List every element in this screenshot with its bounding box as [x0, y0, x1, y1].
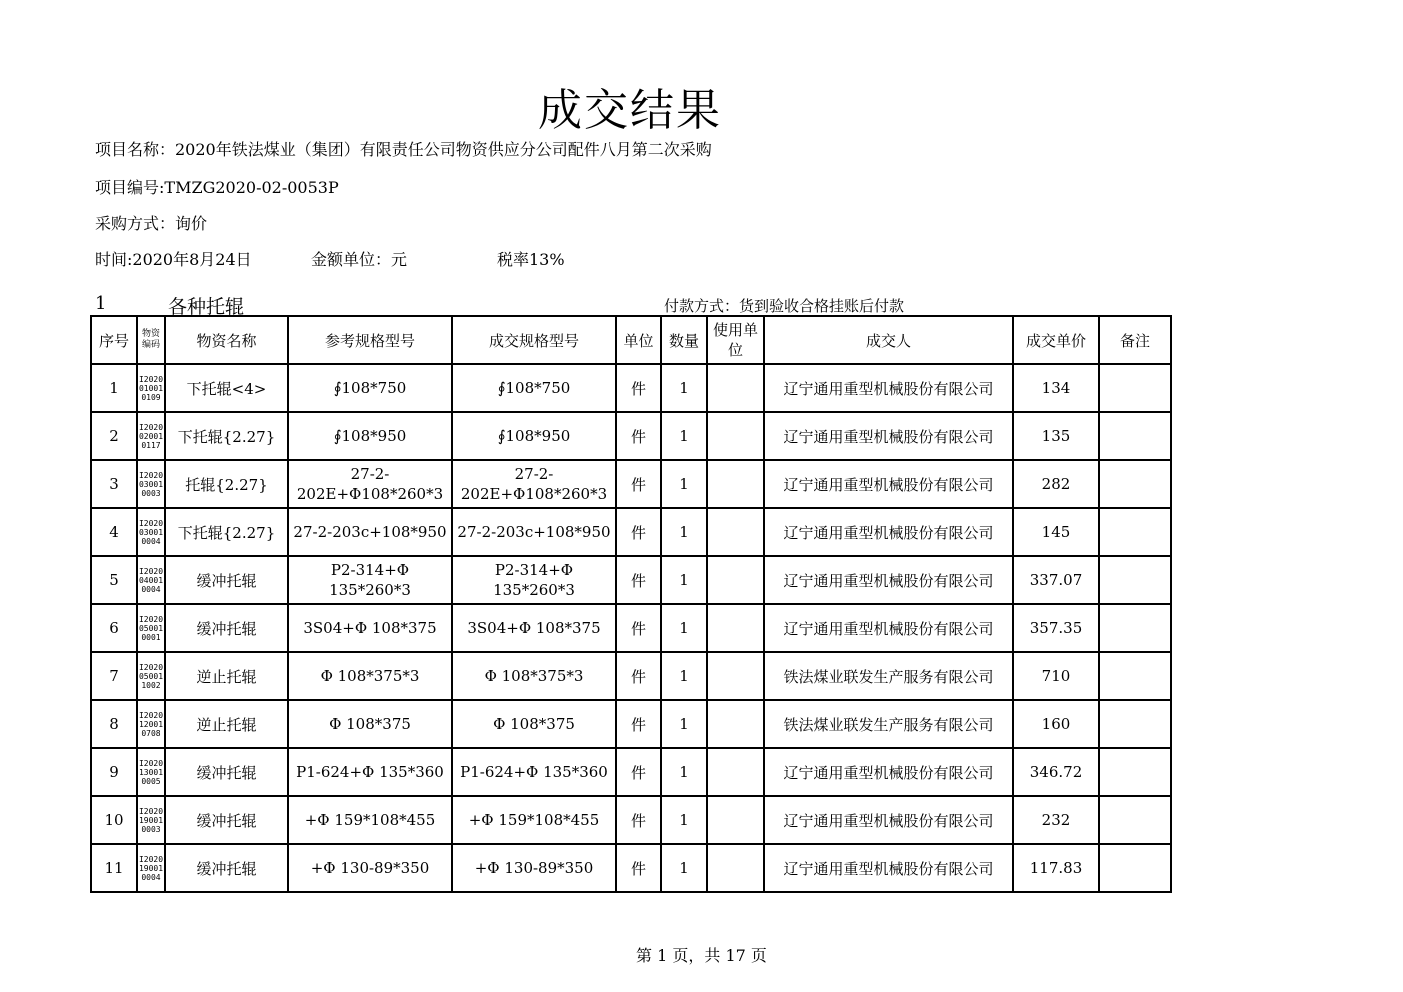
using-unit-cell [707, 412, 764, 460]
header-cell: 成交规格型号 [452, 316, 616, 364]
header-cell: 备注 [1099, 316, 1171, 364]
unit-price-cell: 337.07 [1013, 556, 1099, 604]
table-row [91, 364, 1171, 412]
unit-cell: 件 [616, 508, 661, 556]
material-name-cell: 托辊{2.27} [165, 460, 288, 508]
unit-cell: 件 [616, 700, 661, 748]
material-name-cell: 逆止托辊 [165, 700, 288, 748]
deal-spec-cell: P2-314+Φ 135*260*3 [452, 556, 616, 604]
page-title: 成交结果 [538, 85, 722, 136]
table-row [91, 508, 1171, 556]
deal-spec-cell: 27-2-202E+Φ108*260*3 [452, 460, 616, 508]
material-name-cell: 下托辊{2.27} [165, 412, 288, 460]
quantity-cell: 1 [661, 460, 707, 508]
row-number-cell: 8 [91, 700, 137, 748]
seller-cell: 辽宁通用重型机械股份有限公司 [764, 508, 1013, 556]
deal-spec-cell: ∮108*950 [452, 412, 616, 460]
unit-cell: 件 [616, 556, 661, 604]
using-unit-cell [707, 604, 764, 652]
quantity-cell: 1 [661, 604, 707, 652]
row-number-cell: 3 [91, 460, 137, 508]
table-row [91, 556, 1171, 604]
seller-cell: 辽宁通用重型机械股份有限公司 [764, 412, 1013, 460]
seller-cell: 铁法煤业联发生产服务有限公司 [764, 652, 1013, 700]
material-name-cell: 逆止托辊 [165, 652, 288, 700]
note-cell [1099, 748, 1171, 796]
material-code-cell: I2020010010109 [137, 364, 165, 412]
row-number-cell: 4 [91, 508, 137, 556]
header-cell: 单位 [616, 316, 661, 364]
material-name-cell: 下托辊<4> [165, 364, 288, 412]
note-cell [1099, 508, 1171, 556]
unit-price-cell: 282 [1013, 460, 1099, 508]
quantity-cell: 1 [661, 652, 707, 700]
deal-spec-cell: +Φ 159*108*455 [452, 796, 616, 844]
table-header-row [91, 316, 1171, 364]
table-row [91, 844, 1171, 892]
row-number-cell: 6 [91, 604, 137, 652]
deal-spec-cell: ∮108*750 [452, 364, 616, 412]
table-row [91, 796, 1171, 844]
date-text: 时间:2020年8月24日 [95, 250, 252, 269]
using-unit-cell [707, 700, 764, 748]
using-unit-cell [707, 508, 764, 556]
unit-cell: 件 [616, 844, 661, 892]
header-cell: 序号 [91, 316, 137, 364]
tax-rate: 税率13% [497, 250, 565, 269]
quantity-cell: 1 [661, 556, 707, 604]
header-cell: 使用单位 [707, 316, 764, 364]
table-row [91, 748, 1171, 796]
unit-cell: 件 [616, 604, 661, 652]
note-cell [1099, 796, 1171, 844]
unit-cell: 件 [616, 748, 661, 796]
row-number-cell: 2 [91, 412, 137, 460]
row-number-cell: 5 [91, 556, 137, 604]
material-code-cell: I2020020010117 [137, 412, 165, 460]
meta-line [95, 247, 565, 270]
deal-spec-cell: +Φ 130-89*350 [452, 844, 616, 892]
note-cell [1099, 700, 1171, 748]
quantity-cell: 1 [661, 748, 707, 796]
project-name: 项目名称：2020年铁法煤业（集团）有限责任公司物资供应分公司配件八月第二次采购 [95, 140, 712, 159]
section-name: 各种托辊 [168, 296, 245, 318]
unit-price-cell: 145 [1013, 508, 1099, 556]
using-unit-cell [707, 652, 764, 700]
reference-spec-cell: +Φ 159*108*455 [288, 796, 452, 844]
reference-spec-cell: ∮108*750 [288, 364, 452, 412]
note-cell [1099, 844, 1171, 892]
note-cell [1099, 412, 1171, 460]
unit-price-cell: 134 [1013, 364, 1099, 412]
seller-cell: 辽宁通用重型机械股份有限公司 [764, 364, 1013, 412]
table-row [91, 652, 1171, 700]
deal-spec-cell: 3S04+Φ 108*375 [452, 604, 616, 652]
unit-cell: 件 [616, 796, 661, 844]
material-code-cell: I2020030010004 [137, 508, 165, 556]
seller-cell: 辽宁通用重型机械股份有限公司 [764, 796, 1013, 844]
reference-spec-cell: ∮108*950 [288, 412, 452, 460]
unit-price-cell: 346.72 [1013, 748, 1099, 796]
header-cell: 参考规格型号 [288, 316, 452, 364]
deal-spec-cell: Φ 108*375 [452, 700, 616, 748]
unit-price-cell: 135 [1013, 412, 1099, 460]
unit-cell: 件 [616, 412, 661, 460]
quantity-cell: 1 [661, 796, 707, 844]
using-unit-cell [707, 748, 764, 796]
quantity-cell: 1 [661, 508, 707, 556]
quantity-cell: 1 [661, 412, 707, 460]
seller-cell: 辽宁通用重型机械股份有限公司 [764, 604, 1013, 652]
material-name-cell: 缓冲托辊 [165, 604, 288, 652]
using-unit-cell [707, 556, 764, 604]
reference-spec-cell: 27-2-202E+Φ108*260*3 [288, 460, 452, 508]
reference-spec-cell: 27-2-203c+108*950 [288, 508, 452, 556]
seller-cell: 铁法煤业联发生产服务有限公司 [764, 700, 1013, 748]
material-name-cell: 下托辊{2.27} [165, 508, 288, 556]
reference-spec-cell: Φ 108*375 [288, 700, 452, 748]
material-code-cell: I2020030010003 [137, 460, 165, 508]
material-code-cell: I2020190010003 [137, 796, 165, 844]
reference-spec-cell: Φ 108*375*3 [288, 652, 452, 700]
seller-cell: 辽宁通用重型机械股份有限公司 [764, 748, 1013, 796]
header-cell: 成交人 [764, 316, 1013, 364]
deal-spec-cell: 27-2-203c+108*950 [452, 508, 616, 556]
unit-price-cell: 117.83 [1013, 844, 1099, 892]
table-row [91, 460, 1171, 508]
material-code-cell: I2020130010005 [137, 748, 165, 796]
project-number: 项目编号:TMZG2020-02-0053P [95, 178, 339, 197]
reference-spec-cell: P1-624+Φ 135*360 [288, 748, 452, 796]
note-cell [1099, 556, 1171, 604]
note-cell [1099, 604, 1171, 652]
material-name-cell: 缓冲托辊 [165, 556, 288, 604]
purchase-method: 采购方式：询价 [95, 214, 208, 233]
currency-unit: 金额单位：元 [311, 250, 408, 269]
material-code-cell: I2020040010004 [137, 556, 165, 604]
row-number-cell: 7 [91, 652, 137, 700]
unit-price-cell: 232 [1013, 796, 1099, 844]
header-cell: 数量 [661, 316, 707, 364]
note-cell [1099, 460, 1171, 508]
header-cell: 物资编码 [137, 316, 165, 364]
quantity-cell: 1 [661, 700, 707, 748]
material-code-cell: I2020050011002 [137, 652, 165, 700]
unit-price-cell: 357.35 [1013, 604, 1099, 652]
material-name-cell: 缓冲托辊 [165, 796, 288, 844]
unit-price-cell: 160 [1013, 700, 1099, 748]
unit-cell: 件 [616, 364, 661, 412]
header-cell: 成交单价 [1013, 316, 1099, 364]
unit-cell: 件 [616, 460, 661, 508]
row-number-cell: 10 [91, 796, 137, 844]
row-number-cell: 9 [91, 748, 137, 796]
unit-cell: 件 [616, 652, 661, 700]
deal-spec-cell: Φ 108*375*3 [452, 652, 616, 700]
seller-cell: 辽宁通用重型机械股份有限公司 [764, 556, 1013, 604]
reference-spec-cell: +Φ 130-89*350 [288, 844, 452, 892]
material-name-cell: 缓冲托辊 [165, 844, 288, 892]
using-unit-cell [707, 364, 764, 412]
header-cell: 物资名称 [165, 316, 288, 364]
row-number-cell: 11 [91, 844, 137, 892]
reference-spec-cell: 3S04+Φ 108*375 [288, 604, 452, 652]
reference-spec-cell: P2-314+Φ 135*260*3 [288, 556, 452, 604]
results-table [90, 315, 1172, 893]
material-code-cell: I2020190010004 [137, 844, 165, 892]
material-code-cell: I2020120010708 [137, 700, 165, 748]
note-cell [1099, 652, 1171, 700]
table-row [91, 604, 1171, 652]
table-row [91, 700, 1171, 748]
seller-cell: 辽宁通用重型机械股份有限公司 [764, 844, 1013, 892]
using-unit-cell [707, 796, 764, 844]
material-code-cell: I2020050010001 [137, 604, 165, 652]
note-cell [1099, 364, 1171, 412]
payment-method: 付款方式：货到验收合格挂账后付款 [664, 297, 905, 315]
using-unit-cell [707, 844, 764, 892]
table-row [91, 412, 1171, 460]
material-name-cell: 缓冲托辊 [165, 748, 288, 796]
section-number: 1 [95, 293, 107, 314]
using-unit-cell [707, 460, 764, 508]
seller-cell: 辽宁通用重型机械股份有限公司 [764, 460, 1013, 508]
quantity-cell: 1 [661, 364, 707, 412]
quantity-cell: 1 [661, 844, 707, 892]
deal-spec-cell: P1-624+Φ 135*360 [452, 748, 616, 796]
row-number-cell: 1 [91, 364, 137, 412]
unit-price-cell: 710 [1013, 652, 1099, 700]
page-footer: 第 1 页，共 17 页 [636, 946, 767, 965]
